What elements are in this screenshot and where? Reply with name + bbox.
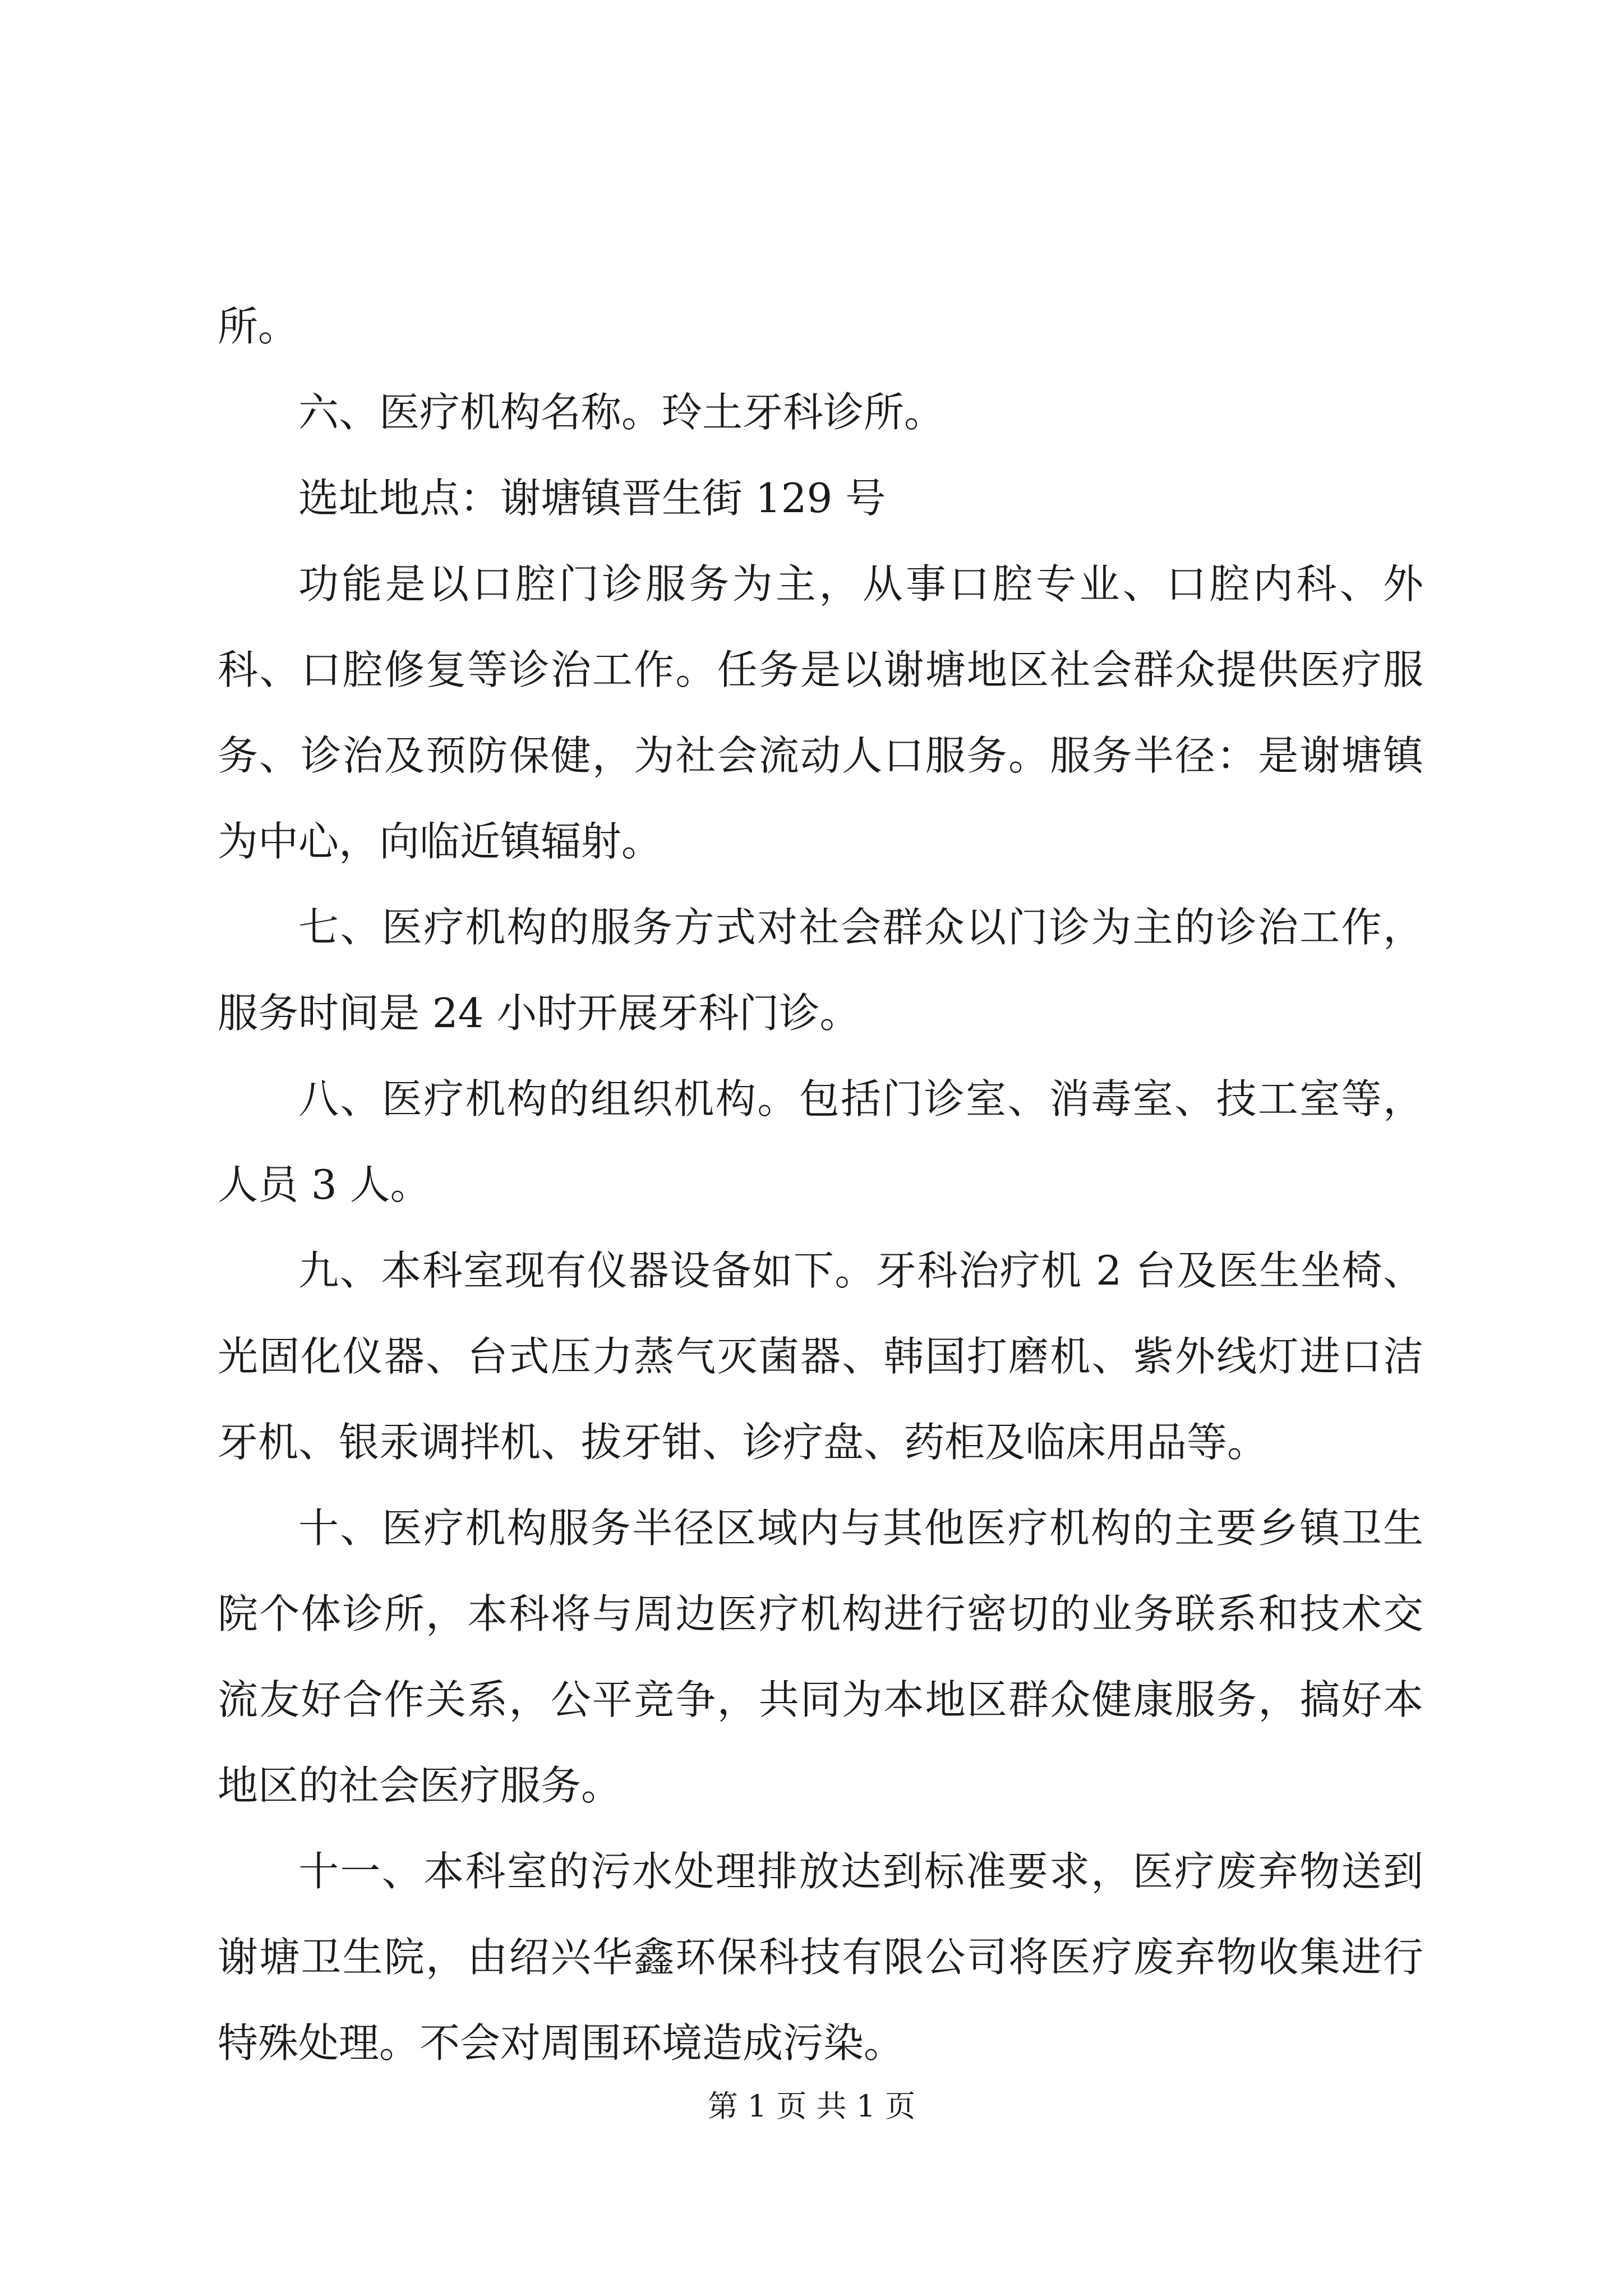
paragraph-section-8: 八、医疗机构的组织机构。包括门诊室、消毒室、技工室等，人员 3 人。 bbox=[218, 1075, 1423, 1208]
paragraph-location: 选址地点：谢塘镇晋生街 129 号 bbox=[298, 475, 886, 522]
paragraph-section-10: 十、医疗机构服务半径区域内与其他医疗机构的主要乡镇卫生院个体诊所，本科将与周边医疗机构进行密切的业务联系和技术交流友好合作关系，公平竞争，共同为本地区群众健康服务，搞好本地区的社会医疗服务。 bbox=[218, 1504, 1423, 1809]
page-footer bbox=[0, 2087, 1623, 2126]
page-number-label: 第 1 页 共 1 页 bbox=[707, 2088, 916, 2124]
paragraph-section-6: 六、医疗机构名称。玲土牙科诊所。 bbox=[298, 389, 945, 436]
paragraph-section-9: 九、本科室现有仪器设备如下。牙科治疗机 2 台及医生坐椅、光固化仪器、台式压力蒸气灭菌器、韩国打磨机、紫外线灯进口洁牙机、银汞调拌机、拔牙钳、诊疗盘、药柜及临床用品等。 bbox=[218, 1247, 1423, 1466]
paragraph-section-11: 十一、本科室的污水处理排放达到标准要求，医疗废弃物送到谢塘卫生院，由绍兴华鑫环保科技有限公司将医疗废弃物收集进行特殊处理。不会对周围环境造成污染。 bbox=[218, 1848, 1423, 2067]
paragraph-section-7: 七、医疗机构的服务方式对社会群众以门诊为主的诊治工作，服务时间是 24 小时开展牙科门诊。 bbox=[218, 904, 1423, 1037]
document-body bbox=[218, 284, 1423, 2086]
paragraph-function: 功能是以口腔门诊服务为主，从事口腔专业、口腔内科、外科、口腔修复等诊治工作。任务是以谢塘地区社会群众提供医疗服务、诊治及预防保健，为社会流动人口服务。服务半径：是谢塘镇为中心，向临近镇辐射。 bbox=[218, 560, 1423, 865]
paragraph-continuation: 所。 bbox=[218, 303, 299, 350]
